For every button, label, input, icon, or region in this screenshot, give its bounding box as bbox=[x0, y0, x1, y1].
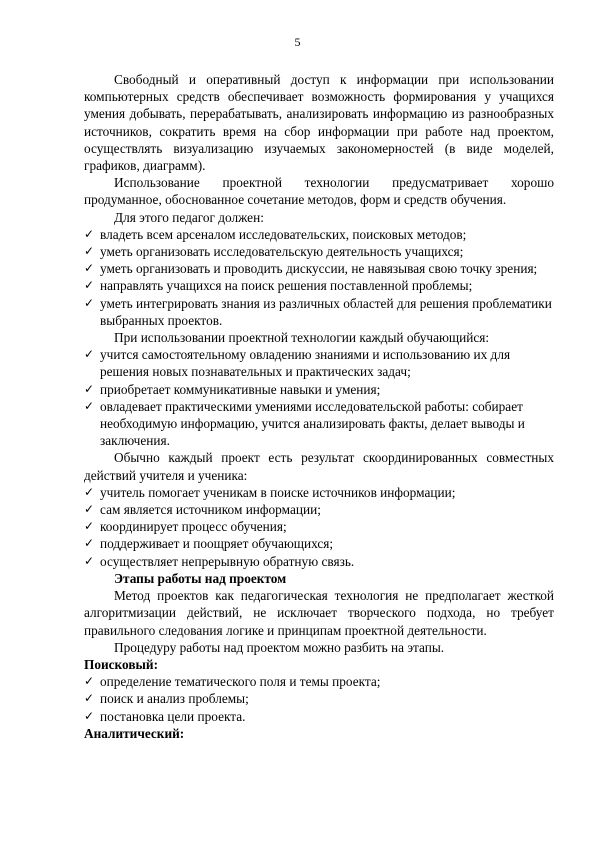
list-item-text: постановка цели проекта. bbox=[100, 708, 246, 724]
list-item bbox=[84, 690, 554, 707]
checklist bbox=[84, 673, 554, 725]
list-item-text: поиск и анализ проблемы; bbox=[100, 691, 249, 707]
list-item bbox=[84, 381, 554, 398]
list-item-text: учитель помогает ученикам в поиске источников информации; bbox=[100, 484, 456, 500]
checklist bbox=[84, 346, 554, 449]
checkmark-icon: ✓ bbox=[84, 536, 95, 551]
paragraph: Метод проектов как педагогическая технология не предполагает жесткой алгоритмизации действий, не исключает творческого подхода, но требует правильного следования логике и принципам проектной деятельности. bbox=[84, 588, 554, 638]
checkmark-icon: ✓ bbox=[84, 347, 95, 362]
list-item bbox=[84, 673, 554, 690]
checkmark-icon: ✓ bbox=[84, 295, 95, 310]
list-item-text: приобретает коммуникативные навыки и умения; bbox=[100, 381, 381, 397]
list-item bbox=[84, 518, 554, 535]
subsection-heading: Аналитический: bbox=[84, 725, 185, 741]
list-item bbox=[84, 243, 554, 260]
checkmark-icon: ✓ bbox=[84, 484, 95, 499]
list-item bbox=[84, 398, 554, 450]
list-item bbox=[84, 277, 554, 294]
checkmark-icon: ✓ bbox=[84, 553, 95, 568]
list-item bbox=[84, 553, 554, 570]
list-item-text: учится самостоятельному овладению знаниями и использованию их для решения новых познавательных и практических задач; bbox=[100, 347, 511, 380]
list-item bbox=[84, 295, 554, 329]
list-item-text: сам является источником информации; bbox=[100, 502, 321, 518]
checkmark-icon: ✓ bbox=[84, 691, 95, 706]
list-item bbox=[84, 260, 554, 277]
checkmark-icon: ✓ bbox=[84, 226, 95, 241]
list-item bbox=[84, 226, 554, 243]
checkmark-icon: ✓ bbox=[84, 502, 95, 517]
list-item-text: уметь интегрировать знания из различных областей для решения проблематики выбранных проектов. bbox=[100, 295, 552, 328]
paragraph: Для этого педагог должен: bbox=[114, 209, 264, 225]
list-item bbox=[84, 484, 554, 501]
subsection-heading: Поисковый: bbox=[84, 656, 159, 672]
checkmark-icon: ✓ bbox=[84, 244, 95, 259]
paragraph: Использование проектной технологии предусматривает хорошо продуманное, обоснованное сочетание методов, форм и средств обучения. bbox=[84, 175, 554, 208]
list-item-text: определение тематического поля и темы проекта; bbox=[100, 674, 381, 690]
paragraph: При использовании проектной технологии каждый обучающийся: bbox=[114, 330, 490, 346]
checkmark-icon: ✓ bbox=[84, 708, 95, 723]
list-item bbox=[84, 535, 554, 552]
list-item-text: владеть всем арсеналом исследовательских, поисковых методов; bbox=[100, 226, 467, 242]
list-item-text: уметь организовать исследовательскую деятельность учащихся; bbox=[100, 244, 464, 260]
checkmark-icon: ✓ bbox=[84, 278, 95, 293]
paragraph: Процедуру работы над проектом можно разбить на этапы. bbox=[114, 639, 445, 655]
checklist bbox=[84, 484, 554, 570]
list-item bbox=[84, 708, 554, 725]
list-item-text: координирует процесс обучения; bbox=[100, 519, 287, 535]
list-item bbox=[84, 346, 554, 380]
paragraph: Обычно каждый проект есть результат скоординированных совместных действий учителя и ученика: bbox=[84, 450, 554, 483]
checkmark-icon: ✓ bbox=[84, 381, 95, 396]
section-heading: Этапы работы над проектом bbox=[114, 570, 287, 586]
list-item-text: уметь организовать и проводить дискуссии, не навязывая свою точку зрения; bbox=[100, 261, 538, 277]
checklist bbox=[84, 226, 554, 329]
list-item-text: осуществляет непрерывную обратную связь. bbox=[100, 553, 355, 569]
checkmark-icon: ✓ bbox=[84, 261, 95, 276]
checkmark-icon: ✓ bbox=[84, 398, 95, 413]
list-item-text: направлять учащихся на поиск решения поставленной проблемы; bbox=[100, 278, 473, 294]
list-item-text: овладевает практическими умениями исследовательской работы: собирает необходимую информацию, учится анализировать факты, делает выводы и заключения. bbox=[100, 398, 525, 449]
list-item-text: поддерживает и поощряет обучающихся; bbox=[100, 536, 334, 552]
checkmark-icon: ✓ bbox=[84, 674, 95, 689]
checkmark-icon: ✓ bbox=[84, 519, 95, 534]
list-item bbox=[84, 501, 554, 518]
page-number: 5 bbox=[294, 35, 301, 49]
paragraph: Свободный и оперативный доступ к информации при использовании компьютерных средств обеспечивает возможность формирования у учащихся умения добывать, перерабатывать, анализировать информацию из разнообразных источников, сократить время на сбор информации при работе над проектом, осуществлять визуализацию изучаемых закономерностей (в виде моделей, графиков, диаграмм). bbox=[84, 72, 554, 174]
page-content bbox=[84, 71, 554, 742]
